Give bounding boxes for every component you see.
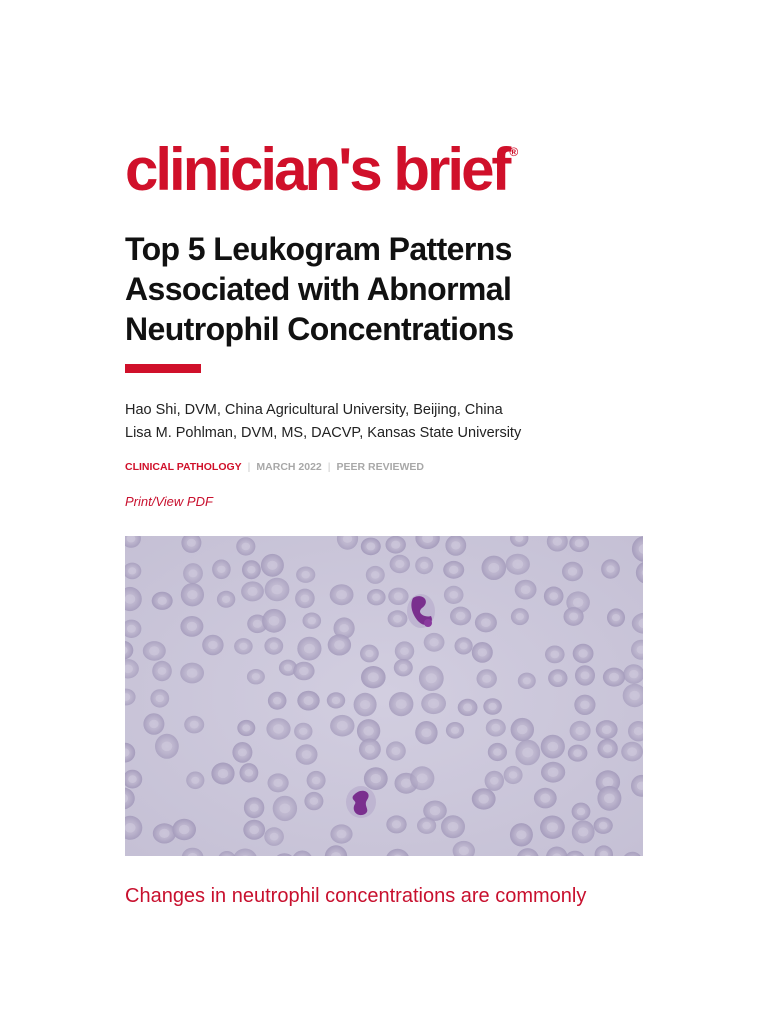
red-blood-cell-pallor (371, 571, 380, 579)
red-blood-cell-pallor (478, 648, 487, 656)
red-blood-cell-pallor (190, 721, 199, 729)
red-blood-cell-pallor (127, 625, 136, 633)
red-blood-cell-pallor (580, 701, 590, 710)
red-blood-cell-pallor (365, 650, 373, 657)
red-blood-cell-pallor (426, 673, 437, 683)
red-blood-cell-pallor (396, 699, 407, 709)
red-blood-cell-pallor (299, 667, 309, 676)
red-blood-cell-pallor (451, 541, 460, 549)
brand-logo-text: clinician's brief (125, 136, 509, 203)
red-blood-cell-pallor (301, 571, 310, 579)
registered-mark: ® (509, 145, 519, 159)
red-blood-cell-pallor (222, 596, 230, 603)
red-blood-cell-pallor (242, 543, 251, 551)
red-blood-cell-pallor (273, 779, 283, 787)
red-blood-cell-pallor (428, 699, 439, 709)
red-blood-cell-pallor (247, 566, 255, 574)
red-blood-cell-pallor (128, 775, 137, 783)
red-blood-cell-pallor (371, 774, 382, 783)
red-blood-cell-pallor (449, 566, 458, 574)
article-title-line: Top 5 Leukogram Patterns (125, 231, 512, 267)
meta-separator: | (247, 461, 251, 473)
red-blood-cell-pallor (332, 697, 340, 704)
red-blood-cell-pallor (522, 748, 533, 758)
red-blood-cell-pallor (393, 615, 402, 623)
neutrophil-cell (346, 786, 376, 818)
red-blood-cell-pallor (299, 728, 307, 735)
red-blood-cell-pallor (239, 643, 247, 650)
red-blood-cell-pallor (417, 773, 428, 783)
red-blood-cell-pallor (553, 674, 562, 682)
red-blood-cell-pallor (391, 541, 400, 549)
red-blood-cell-pallor (302, 750, 312, 759)
red-blood-cell-pallor (602, 725, 612, 734)
red-blood-cell-pallor (599, 822, 608, 830)
red-blood-cell-pallor (523, 677, 531, 684)
red-blood-cell-pallor (249, 825, 259, 834)
red-blood-cell-pallor (449, 591, 458, 599)
red-blood-cell-pallor (187, 622, 197, 631)
red-blood-cell-pallor (189, 569, 198, 577)
red-blood-cell-pallor (394, 592, 403, 600)
red-blood-cell-pallor (517, 725, 528, 734)
author-line: Hao Shi, DVM, China Agricultural University, Beijing, China (125, 402, 503, 418)
red-blood-cell-pallor (460, 642, 468, 649)
red-blood-cell-pallor (187, 668, 198, 678)
red-blood-cell-pallor (488, 703, 496, 710)
red-blood-cell-pallor (273, 724, 284, 734)
red-blood-cell-pallor (159, 829, 169, 838)
red-blood-cell-pallor (459, 846, 469, 855)
red-blood-cell-pallor (568, 567, 577, 575)
red-blood-cell-pallor (304, 696, 314, 705)
red-blood-cell-pallor (430, 806, 441, 815)
red-blood-cell-pallor (245, 769, 253, 776)
neutrophil-cell (407, 594, 435, 628)
hero-image-blood-smear (125, 536, 643, 856)
red-blood-cell-pallor (604, 794, 615, 804)
red-blood-cell-pallor (149, 720, 158, 728)
red-blood-cell-pallor (550, 651, 559, 659)
smear-background (125, 536, 643, 856)
red-blood-cell-pallor (365, 745, 375, 754)
article-title-line: Neutrophil Concentrations (125, 311, 514, 347)
red-blood-cell-pallor (509, 771, 518, 779)
red-blood-cell-pallor (336, 590, 347, 600)
red-blood-cell-pallor (128, 567, 136, 574)
blood-smear-illustration (125, 536, 643, 856)
red-blood-cell-pallor (400, 647, 409, 655)
red-blood-cell-pallor (577, 808, 585, 815)
red-blood-cell-pallor (252, 673, 260, 680)
red-blood-cell-pallor (516, 613, 524, 620)
brand-logo[interactable] (125, 136, 519, 203)
red-blood-cell-pallor (149, 646, 159, 655)
red-blood-cell-pallor (242, 724, 250, 731)
red-blood-cell-pallor (360, 700, 370, 709)
red-blood-cell-pallor (250, 804, 259, 812)
author-line: Lisa M. Pohlman, DVM, MS, DACVP, Kansas State University (125, 425, 522, 441)
red-blood-cell-pallor (247, 587, 257, 596)
red-blood-cell-pallor (516, 830, 526, 839)
red-blood-cell-pallor (448, 822, 459, 832)
red-blood-cell-pallor (553, 537, 562, 545)
red-blood-cell-pallor (491, 724, 500, 732)
print-view-pdf-link[interactable]: Print/View PDF (125, 494, 213, 509)
title-accent-rule (125, 364, 201, 373)
red-blood-cell-pallor (187, 590, 197, 599)
article-meta (125, 460, 424, 474)
red-blood-cell-pallor (179, 825, 190, 834)
red-blood-cell-pallor (481, 618, 491, 627)
red-blood-cell-pallor (603, 744, 612, 752)
article-title (125, 229, 514, 349)
red-blood-cell-pallor (575, 727, 584, 735)
red-blood-cell-pallor (253, 620, 262, 628)
red-blood-cell-pallor (284, 664, 292, 671)
article-title-line: Associated with Abnormal (125, 271, 512, 307)
red-blood-cell-pallor (368, 672, 379, 682)
publish-date: MARCH 2022 (256, 461, 322, 473)
red-blood-cell-pallor (629, 670, 638, 678)
red-blood-cell-pallor (606, 565, 614, 573)
red-blood-cell-pallor (478, 794, 489, 803)
red-blood-cell-pallor (392, 820, 401, 828)
red-blood-cell-pallor (609, 673, 619, 682)
red-blood-cell-pallor (310, 797, 319, 805)
red-blood-cell-pallor (401, 779, 412, 788)
red-blood-cell-pallor (573, 749, 582, 757)
red-blood-cell-pallor (463, 703, 472, 711)
red-blood-cell-pallor (569, 613, 578, 621)
red-blood-cell-pallor (540, 794, 550, 803)
red-blood-cell-pallor (217, 566, 225, 573)
red-blood-cell-pallor (238, 748, 247, 756)
meta-separator: | (327, 461, 331, 473)
red-blood-cell-pallor (629, 691, 640, 700)
red-blood-cell-pallor (493, 748, 502, 756)
red-blood-cell-pallor (578, 827, 588, 836)
red-blood-cell-pallor (627, 747, 637, 756)
red-blood-cell-pallor (125, 823, 136, 833)
red-blood-cell-pallor (512, 559, 523, 569)
red-blood-cell-pallor (422, 822, 431, 830)
red-blood-cell-pallor (304, 644, 315, 654)
red-blood-cell-pallor (271, 585, 282, 595)
red-blood-cell-pallor (488, 563, 499, 573)
red-blood-cell-pallor (339, 624, 349, 632)
red-blood-cell-pallor (279, 804, 290, 814)
red-blood-cell-pallor (549, 592, 558, 600)
author-list (125, 399, 521, 445)
red-blood-cell-pallor (273, 697, 281, 704)
red-blood-cell-pallor (575, 539, 584, 547)
red-blood-cell-pallor (573, 598, 584, 607)
red-blood-cell-pallor (270, 642, 278, 649)
red-blood-cell-pallor (158, 667, 167, 675)
red-blood-cell-pallor (547, 742, 558, 752)
red-blood-cell-pallor (156, 695, 164, 702)
red-blood-cell-pallor (269, 616, 280, 626)
red-blood-cell-pallor (363, 726, 374, 735)
red-blood-cell-pallor (420, 562, 428, 569)
red-blood-cell-pallor (158, 597, 167, 605)
article-lede: Changes in neutrophil concentrations are commonly (125, 885, 587, 907)
red-blood-cell-pallor (429, 638, 438, 646)
red-blood-cell-pallor (581, 671, 590, 679)
red-blood-cell-pallor (451, 727, 459, 734)
red-blood-cell-pallor (270, 833, 279, 841)
red-blood-cell-pallor (337, 721, 348, 731)
red-blood-cell-pallor (391, 747, 400, 755)
red-blood-cell-pallor (187, 539, 196, 547)
red-blood-cell-pallor (125, 594, 135, 603)
peer-reviewed-badge: PEER REVIEWED (336, 461, 425, 473)
red-blood-cell-pallor (301, 595, 310, 603)
red-blood-cell-pallor (208, 641, 218, 650)
red-blood-cell-pallor (456, 612, 466, 620)
red-blood-cell-pallor (612, 614, 620, 621)
red-blood-cell-pallor (337, 830, 347, 839)
red-blood-cell-pallor (312, 777, 321, 785)
red-blood-cell-pallor (634, 727, 643, 735)
category-tag[interactable]: CLINICAL PATHOLOGY (125, 461, 242, 473)
red-blood-cell-pallor (490, 777, 499, 785)
red-blood-cell-pallor (218, 769, 228, 778)
red-blood-cell-pallor (334, 640, 345, 649)
red-blood-cell-pallor (521, 585, 531, 594)
red-blood-cell-pallor (578, 649, 587, 657)
red-blood-cell-pallor (191, 777, 199, 784)
red-blood-cell-pallor (372, 594, 380, 601)
red-blood-cell-pallor (308, 617, 316, 624)
red-blood-cell-pallor (267, 561, 277, 570)
red-blood-cell-pallor (421, 728, 431, 737)
red-blood-cell-pallor (547, 822, 558, 832)
red-blood-cell-pallor (482, 675, 491, 683)
red-blood-cell-pallor (366, 542, 375, 550)
red-blood-cell-pallor (548, 767, 559, 777)
red-blood-cell-pallor (395, 560, 404, 568)
red-blood-cell-pallor (602, 777, 613, 787)
red-blood-cell-pallor (399, 664, 408, 672)
red-blood-cell-pallor (162, 742, 173, 752)
